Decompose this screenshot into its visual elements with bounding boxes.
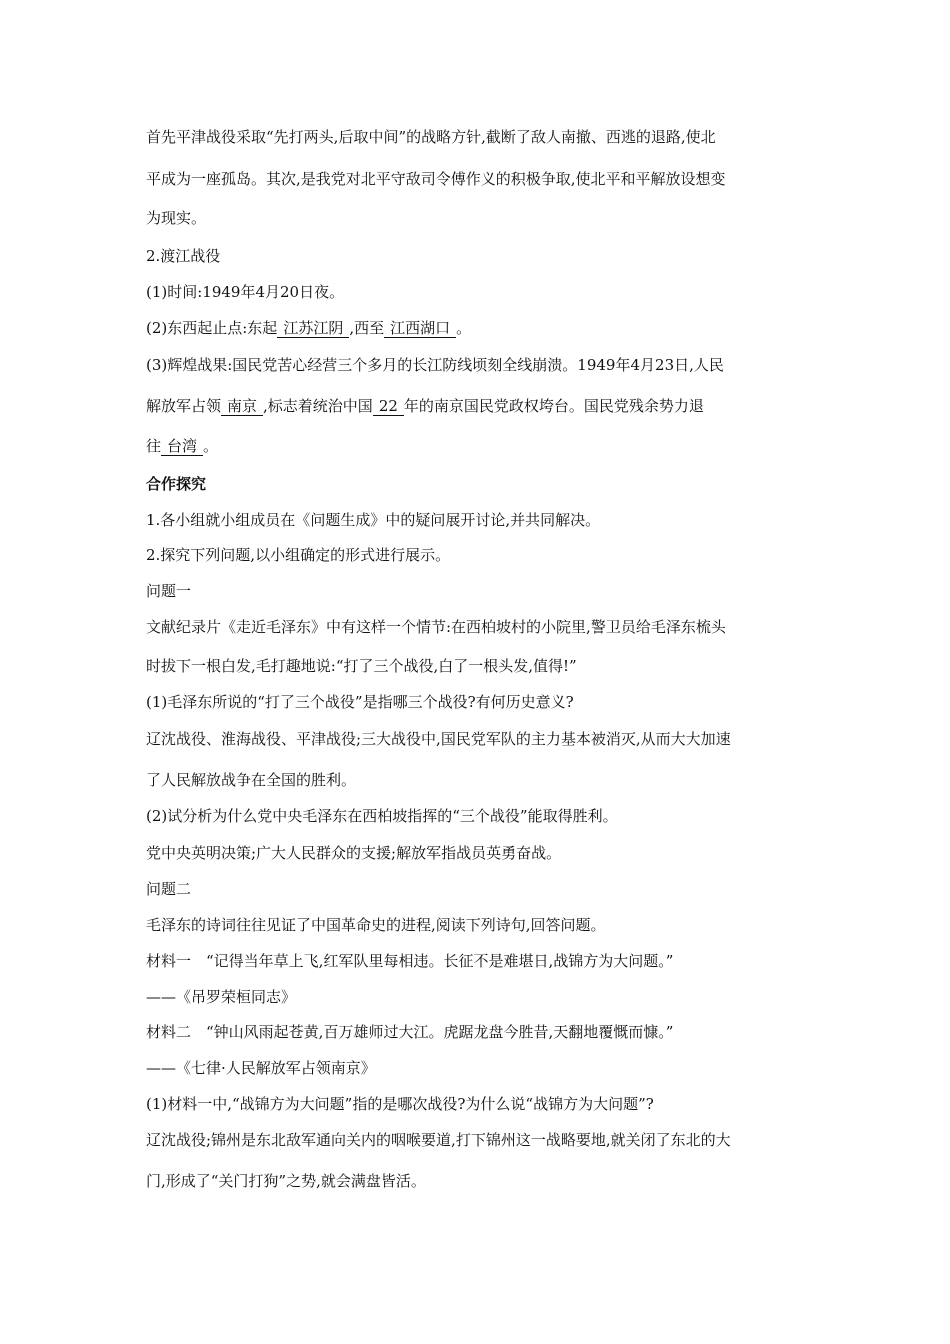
text-line: 时拔下一根白发,毛打趣地说:“打了三个战役,白了一根头发,值得!” bbox=[146, 657, 577, 675]
text-segment: ,标志着统治中国 bbox=[263, 397, 373, 415]
text-segment: 。 bbox=[456, 319, 472, 337]
text-line: (3)辉煌战果:国民党苦心经营三个多月的长江防线顷刻全线崩溃。1949年4月23日,人民 bbox=[146, 356, 724, 374]
text-segment: 解放军占领 bbox=[146, 397, 222, 415]
text-segment: (2)东西起止点:东起 bbox=[146, 319, 278, 337]
material-quote: 材料二 “钟山风雨起苍黄,百万雄师过大江。虎踞龙盘今胜昔,天翻地覆慨而慷。” bbox=[146, 1023, 674, 1041]
text-line: 2.探究下列问题,以小组确定的形式进行展示。 bbox=[146, 546, 451, 564]
question-heading: 问题二 bbox=[146, 880, 192, 898]
question-text: (1)毛泽东所说的“打了三个战役”是指哪三个战役?有何历史意义? bbox=[146, 693, 574, 711]
text-line bbox=[146, 318, 826, 338]
text-segment: 年的南京国民党政权垮台。国民党残余势力退 bbox=[403, 397, 704, 415]
fill-blank-answer: 台湾 bbox=[161, 437, 203, 456]
text-line: 1.各小组就小组成员在《问题生成》中的疑问展开讨论,并共同解决。 bbox=[146, 511, 601, 529]
material-quote: 材料一 “记得当年草上飞,红军队里每相违。长征不是难堪日,战锦方为大问题。” bbox=[146, 952, 674, 970]
text-segment: 。 bbox=[203, 437, 219, 455]
text-line: 毛泽东的诗词往往见证了中国革命史的进程,阅读下列诗句,回答问题。 bbox=[146, 916, 606, 934]
text-line: (1)时间:1949年4月20日夜。 bbox=[146, 283, 345, 301]
answer-text: 门,形成了“关门打狗”之势,就会满盘皆活。 bbox=[146, 1172, 426, 1190]
fill-blank-answer: 南京 bbox=[221, 397, 263, 416]
text-line: 文献纪录片《走近毛泽东》中有这样一个情节:在西柏坡村的小院里,警卫员给毛泽东梳头 bbox=[146, 618, 726, 636]
text-line: 首先平津战役采取“先打两头,后取中间”的战略方针,截断了敌人南撤、西逃的退路,使北 bbox=[146, 128, 716, 146]
question-text: (1)材料一中,“战锦方为大问题”指的是哪次战役?为什么说“战锦方为大问题”? bbox=[146, 1095, 654, 1113]
text-line bbox=[146, 436, 826, 456]
question-heading: 问题一 bbox=[146, 582, 192, 600]
fill-blank-answer: 江苏江阴 bbox=[277, 319, 349, 338]
answer-text: 了人民解放战争在全国的胜利。 bbox=[146, 771, 357, 789]
material-source: ——《吊罗荣桓同志》 bbox=[146, 988, 297, 1006]
text-line: 平成为一座孤岛。其次,是我党对北平守敌司令傅作义的积极争取,使北平和平解放设想变 bbox=[146, 170, 726, 188]
text-line: 为现实。 bbox=[146, 209, 207, 227]
answer-text: 党中央英明决策;广大人民群众的支援;解放军指战员英勇奋战。 bbox=[146, 844, 562, 862]
answer-text: 辽沈战役、淮海战役、平津战役;三大战役中,国民党军队的主力基本被消灭,从而大大加速 bbox=[146, 730, 731, 748]
section-heading-cooperative-inquiry: 合作探究 bbox=[146, 475, 207, 493]
fill-blank-answer: 22 bbox=[373, 397, 404, 416]
text-segment: ,西至 bbox=[349, 319, 385, 337]
material-source: ——《七律·人民解放军占领南京》 bbox=[146, 1059, 376, 1077]
fill-blank-answer: 江西湖口 bbox=[384, 319, 456, 338]
text-segment: 往 bbox=[146, 437, 162, 455]
answer-text: 辽沈战役;锦州是东北敌军通向关内的咽喉要道,打下锦州这一战略要地,就关闭了东北的大 bbox=[146, 1131, 731, 1149]
question-text: (2)试分析为什么党中央毛泽东在西柏坡指挥的“三个战役”能取得胜利。 bbox=[146, 807, 618, 825]
text-line bbox=[146, 396, 826, 416]
section-heading: 2.渡江战役 bbox=[146, 247, 221, 265]
